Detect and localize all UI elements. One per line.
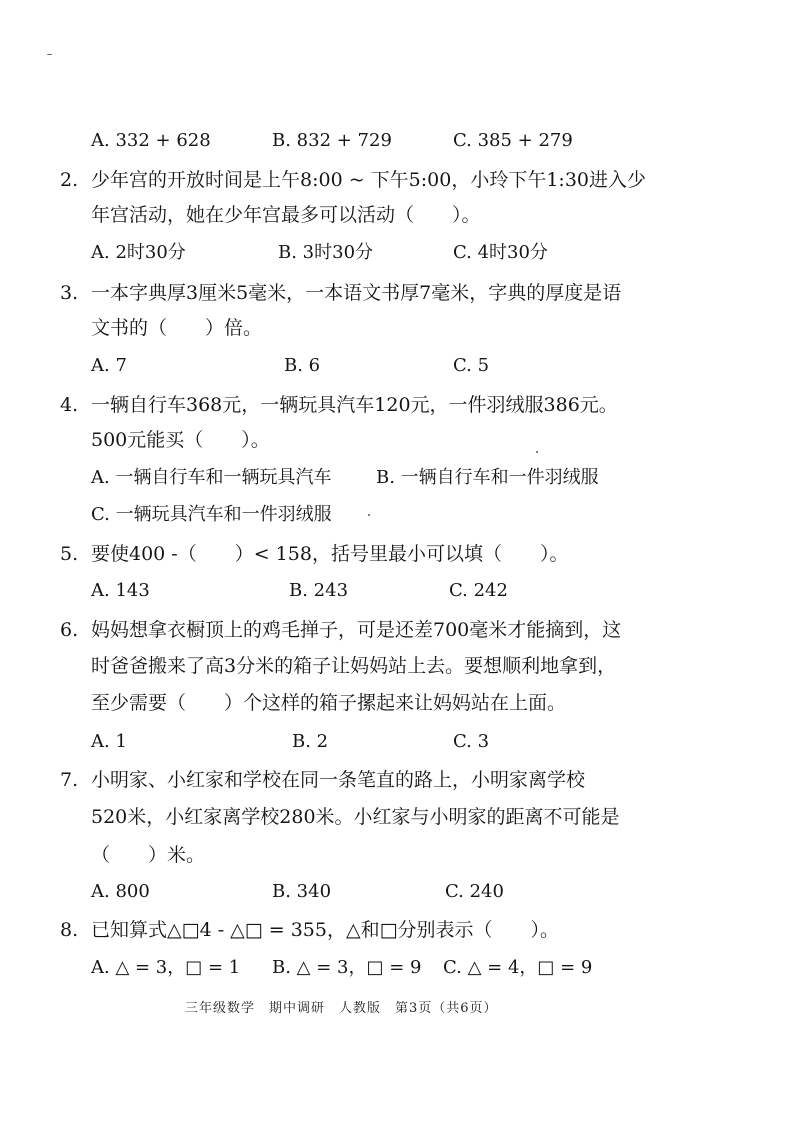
q1-option-b: B. 832 + 729	[272, 130, 392, 151]
q1-option-a: A. 332 + 628	[91, 130, 211, 151]
scan-speck	[47, 54, 52, 55]
q2-option-c: C. 4时30分	[453, 242, 548, 263]
q2-line-2: 年宫活动，她在少年宫最多可以活动（ ）。	[91, 204, 481, 226]
q4-number: 4.	[60, 394, 79, 416]
q1-option-c: C. 385 + 279	[453, 130, 573, 151]
q8-option-c: C. △ = 4，□ = 9	[443, 957, 593, 978]
q7-option-a: A. 800	[91, 881, 150, 902]
q6-number: 6.	[60, 619, 79, 641]
q3-option-a: A. 7	[91, 355, 127, 376]
q7-option-c: C. 240	[445, 881, 504, 902]
q5-line-1: 要使400 -（ ）< 158，括号里最小可以填（ ）。	[91, 543, 569, 565]
q5-number: 5.	[60, 543, 79, 565]
q4-option-c: C. 一辆玩具汽车和一件羽绒服	[91, 504, 332, 525]
q4-option-a: A. 一辆自行车和一辆玩具汽车	[91, 467, 332, 488]
q4-line-1: 一辆自行车368元，一辆玩具汽车120元，一件羽绒服386元。	[91, 394, 618, 416]
q5-option-b: B. 243	[289, 580, 349, 601]
q8-option-b: B. △ = 3，□ = 9	[272, 957, 422, 978]
q4-option-b: B. 一辆自行车和一件羽绒服	[376, 467, 599, 488]
q5-option-a: A. 143	[91, 580, 150, 601]
q6-option-b: B. 2	[292, 731, 329, 752]
q6-line-3: 至少需要（ ）个这样的箱子摞起来让妈妈站在上面。	[91, 692, 567, 714]
q7-line-2: 520米，小红家离学校280米。小红家与小明家的距离不可能是	[91, 806, 620, 828]
q3-option-b: B. 6	[284, 355, 321, 376]
q7-line-1: 小明家、小红家和学校在同一条笔直的路上，小明家离学校	[91, 769, 586, 791]
q8-line-1: 已知算式△□4 - △□ = 355，△和□分别表示（ ）。	[91, 919, 560, 941]
q6-line-2: 时爸爸搬来了高3分米的箱子让妈妈站上去。要想顺利地拿到，	[91, 655, 617, 677]
q6-line-1: 妈妈想拿衣橱顶上的鸡毛掸子，可是还差700毫米才能摘到，这	[91, 619, 622, 641]
q6-option-c: C. 3	[453, 731, 490, 752]
q7-number: 7.	[60, 769, 79, 791]
q2-number: 2.	[60, 169, 79, 191]
q3-option-c: C. 5	[453, 355, 490, 376]
q6-option-a: A. 1	[91, 731, 127, 752]
scan-speck	[368, 514, 370, 516]
q2-option-b: B. 3时30分	[278, 242, 374, 263]
q7-option-b: B. 340	[272, 881, 332, 902]
q8-number: 8.	[60, 919, 79, 941]
q8-option-a: A. △ = 3，□ = 1	[91, 957, 241, 978]
q3-line-1: 一本字典厚3厘米5毫米，一本语文书厚7毫米，字典的厚度是语	[91, 282, 622, 304]
q2-option-a: A. 2时30分	[91, 242, 186, 263]
q4-line-2: 500元能买（ ）。	[91, 429, 270, 451]
q3-line-2: 文书的（ ）倍。	[91, 317, 263, 339]
scan-speck	[536, 451, 538, 453]
q3-number: 3.	[60, 282, 79, 304]
q5-option-c: C. 242	[449, 580, 508, 601]
q2-line-1: 少年宫的开放时间是上午8:00 ~ 下午5:00，小玲下午1:30进入少	[91, 169, 646, 191]
q7-line-3: （ ）米。	[91, 844, 206, 866]
page-footer: 三年级数学 期中调研 人教版 第3页（共6页）	[185, 1001, 498, 1016]
